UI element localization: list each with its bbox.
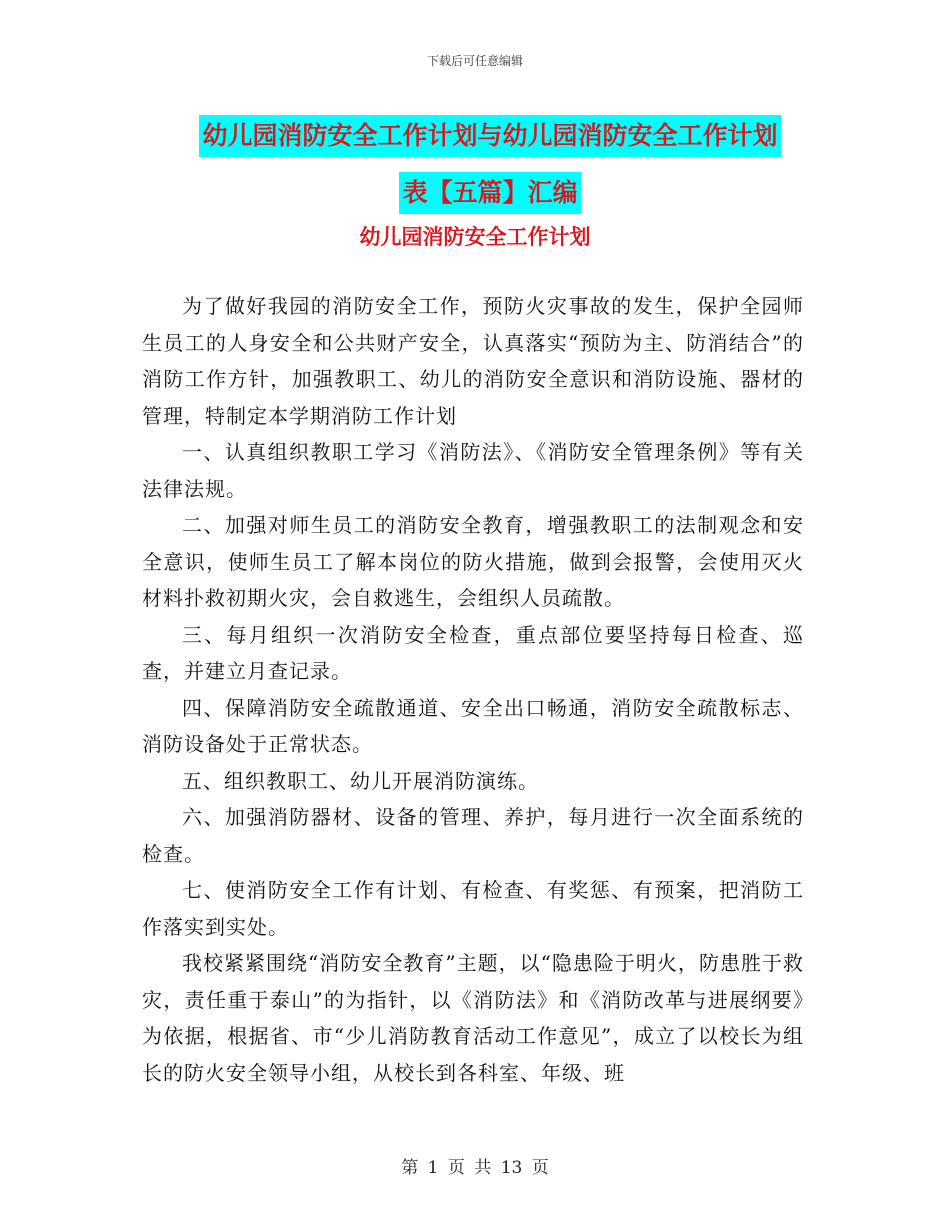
page-footer: 第 1 页 共 13 页 <box>401 1158 549 1178</box>
document-title <box>140 108 840 222</box>
paragraph-item-5: 五、组织教职工、幼儿开展消防演练。 <box>182 768 539 793</box>
paragraph-item-2: 二、加强对师生员工的消防安全教育，增强教职工的法制观念和安全意识，使师生员工了解本岗位的防火措施，做到会报警，会使用灭火材料扑救初期火灾，会自救逃生，会组织人员疏散。 <box>142 513 804 610</box>
section-heading: 幼儿园消防安全工作计划 <box>359 225 591 249</box>
paragraph-item-6: 六、加强消防器材、设备的管理、养护，每月进行一次全面系统的检查。 <box>142 805 804 866</box>
document-title-line-1: 幼儿园消防安全工作计划与幼儿园消防安全工作计划 <box>199 115 780 157</box>
paragraph-item-7: 七、使消防安全工作有计划、有检查、有奖惩、有预案，把消防工作落实到实处。 <box>142 878 804 939</box>
document-body <box>142 288 804 1091</box>
paragraph-item-4: 四、保障消防安全疏散通道、安全出口畅通，消防安全疏散标志、消防设备处于正常状态。 <box>142 695 804 756</box>
document-title-line-2: 表【五篇】汇编 <box>399 172 580 214</box>
paragraph-item-1: 一、认真组织教职工学习《消防法》、《消防安全管理条例》等有关法律法规。 <box>142 440 804 501</box>
paragraph-school: 我校紧紧围绕“消防安全教育”主题，以“隐患险于明火，防患胜于救灾，责任重于泰山”的为指针，以《消防法》和《消防改革与进展纲要》为依据，根据省、市“少儿消防教育活动工作意见”，成立了以校长为组长的防火安全领导小组，从校长到各科室、年级、班 <box>142 951 804 1085</box>
header-note: 下载后可任意编辑 <box>426 54 523 68</box>
paragraph-item-3: 三、每月组织一次消防安全检查，重点部位要坚持每日检查、巡查，并建立月查记录。 <box>142 622 804 683</box>
paragraph-intro: 为了做好我园的消防安全工作，预防火灾事故的发生，保护全园师生员工的人身安全和公共财产安全，认真落实“预防为主、防消结合”的消防工作方针，加强教职工、幼儿的消防安全意识和消防设施、器材的管理，特制定本学期消防工作计划 <box>142 294 804 428</box>
